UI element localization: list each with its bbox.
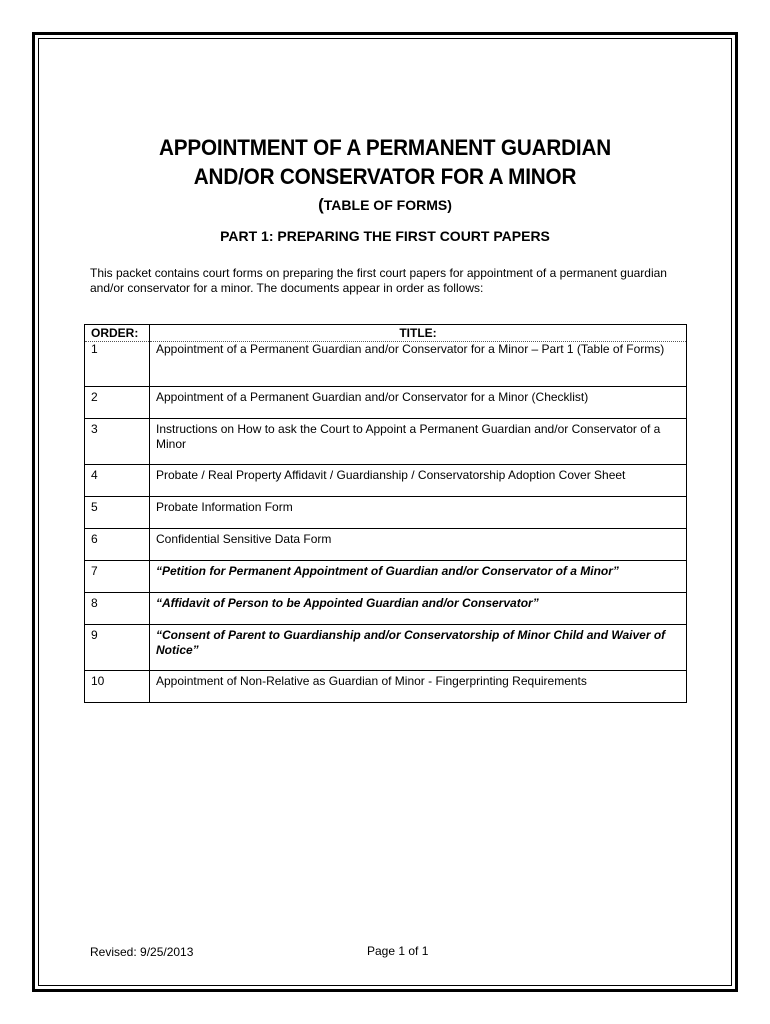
- table-row: [85, 625, 687, 671]
- title-cell: “Affidavit of Person to be Appointed Guardian and/or Conservator”: [150, 593, 687, 625]
- table-row: [85, 465, 687, 497]
- page-number: Page 1 of 1: [367, 944, 429, 958]
- table-row: [85, 419, 687, 465]
- document-title-line-2: AND/OR CONSERVATOR FOR A MINOR: [193, 164, 577, 189]
- forms-table: [84, 324, 687, 703]
- order-cell: 4: [85, 465, 150, 497]
- revised-date: Revised: 9/25/2013: [90, 945, 194, 959]
- table-row: [85, 593, 687, 625]
- part-heading: PART 1: PREPARING THE FIRST COURT PAPERS: [220, 228, 550, 244]
- order-cell: 2: [85, 387, 150, 419]
- header-order: ORDER:: [85, 325, 150, 342]
- title-cell: Appointment of a Permanent Guardian and/or Conservator for a Minor (Checklist): [150, 387, 687, 419]
- title-cell: Probate Information Form: [150, 497, 687, 529]
- title-cell: “Petition for Permanent Appointment of Guardian and/or Conservator of a Minor”: [150, 561, 687, 593]
- table-row: [85, 342, 687, 387]
- document-subtitle: [0, 195, 770, 215]
- title-cell: Probate / Real Property Affidavit / Guardianship / Conservatorship Adoption Cover Sheet: [150, 465, 687, 497]
- table-row: [85, 529, 687, 561]
- title-cell: “Consent of Parent to Guardianship and/or Conservatorship of Minor Child and Waiver of Notice”: [150, 625, 687, 671]
- order-cell: 7: [85, 561, 150, 593]
- header-title: TITLE:: [150, 325, 687, 342]
- table-row: [85, 497, 687, 529]
- title-cell: Appointment of a Permanent Guardian and/or Conservator for a Minor – Part 1 (Table of Forms): [150, 342, 687, 387]
- order-cell: 5: [85, 497, 150, 529]
- order-cell: 6: [85, 529, 150, 561]
- title-cell: Appointment of Non-Relative as Guardian of Minor - Fingerprinting Requirements: [150, 671, 687, 703]
- subtitle-open-paren: (: [318, 195, 324, 214]
- title-cell: Instructions on How to ask the Court to Appoint a Permanent Guardian and/or Conservator of a Minor: [150, 419, 687, 465]
- order-cell: 10: [85, 671, 150, 703]
- order-cell: 9: [85, 625, 150, 671]
- table-row: [85, 671, 687, 703]
- order-cell: 3: [85, 419, 150, 465]
- subtitle-text: TABLE OF FORMS): [323, 197, 452, 213]
- table-row: [85, 561, 687, 593]
- document-title-line-1: APPOINTMENT OF A PERMANENT GUARDIAN: [158, 135, 612, 160]
- table-row: [85, 387, 687, 419]
- table-header-row: [85, 325, 687, 342]
- intro-paragraph: This packet contains court forms on preparing the first court papers for appointment of a permanent guardian and/or conservator for a minor. The documents appear in order as follows:: [90, 266, 667, 295]
- order-cell: 8: [85, 593, 150, 625]
- order-cell: 1: [85, 342, 150, 387]
- title-cell: Confidential Sensitive Data Form: [150, 529, 687, 561]
